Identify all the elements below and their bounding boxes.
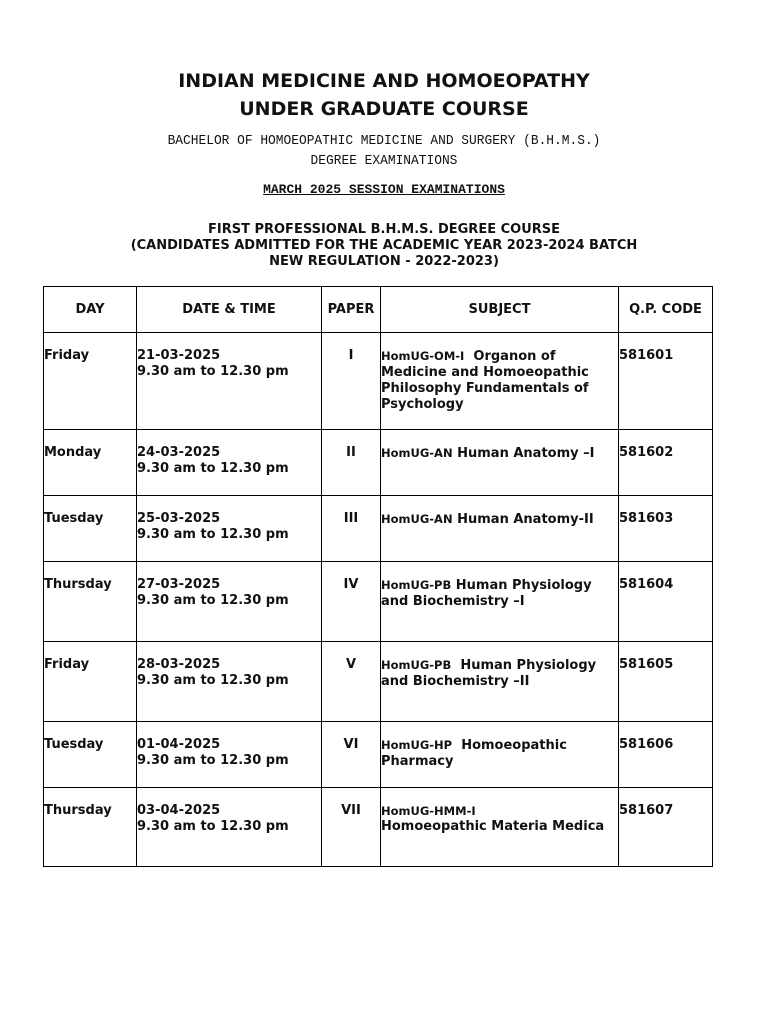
paper-cell: III	[322, 496, 381, 562]
exam-schedule-table	[43, 286, 713, 867]
subject-code: HomUG-OM-I	[381, 349, 465, 363]
subject-cell	[381, 333, 619, 430]
subject-cell	[381, 722, 619, 788]
day-cell: Tuesday	[44, 496, 137, 562]
col-header-subject: SUBJECT	[381, 287, 619, 333]
subject-cell	[381, 430, 619, 496]
exam-time: 9.30 am to 12.30 pm	[137, 461, 289, 476]
table-row	[44, 496, 713, 562]
date-time-cell	[137, 562, 322, 642]
exam-date: 24-03-2025	[137, 445, 221, 460]
table-row	[44, 788, 713, 867]
session-heading: MARCH 2025 SESSION EXAMINATIONS	[263, 182, 505, 197]
subject-name: Human Physiology and Biochemistry –I	[381, 578, 592, 609]
subject-cell	[381, 642, 619, 722]
col-header-date-time: DATE & TIME	[137, 287, 322, 333]
exam-time: 9.30 am to 12.30 pm	[137, 753, 289, 768]
exam-time: 9.30 am to 12.30 pm	[137, 673, 289, 688]
subject-code: HomUG-HP	[381, 738, 453, 752]
table-row	[44, 642, 713, 722]
exam-time: 9.30 am to 12.30 pm	[137, 364, 289, 379]
date-time-cell	[137, 430, 322, 496]
table-header-row	[44, 287, 713, 333]
degree-line-2: DEGREE EXAMINATIONS	[310, 153, 458, 169]
subject-code: HomUG-PB	[381, 658, 452, 672]
subject-name: Homoeopathic Materia Medica	[381, 819, 605, 834]
exam-time: 9.30 am to 12.30 pm	[137, 527, 289, 542]
course-heading: FIRST PROFESSIONAL B.H.M.S. DEGREE COURSE	[207, 222, 561, 237]
subject-name: Organon of Medicine and Homoeopathic Philosophy Fundamentals of Psychology	[381, 349, 589, 412]
paper-cell: VII	[322, 788, 381, 867]
col-header-paper: PAPER	[322, 287, 381, 333]
title-line-2: UNDER GRADUATE COURSE	[239, 98, 529, 120]
regulation-note: NEW REGULATION - 2022-2023)	[269, 254, 499, 269]
day-cell: Monday	[44, 430, 137, 496]
subject-name: Human Anatomy –I	[457, 446, 595, 461]
table-row	[44, 722, 713, 788]
exam-date: 27-03-2025	[137, 577, 221, 592]
paper-cell: VI	[322, 722, 381, 788]
qp-code-cell: 581606	[619, 722, 713, 788]
day-cell: Friday	[44, 333, 137, 430]
paper-cell: I	[322, 333, 381, 430]
title-line-1: INDIAN MEDICINE AND HOMOEOPATHY	[178, 70, 590, 92]
exam-date: 01-04-2025	[137, 737, 221, 752]
exam-time: 9.30 am to 12.30 pm	[137, 819, 289, 834]
degree-line-1: BACHELOR OF HOMOEOPATHIC MEDICINE AND SURGERY (B.H.M.S.)	[167, 133, 601, 149]
paper-cell: II	[322, 430, 381, 496]
date-time-cell	[137, 496, 322, 562]
table-row	[44, 333, 713, 430]
subject-code: HomUG-AN	[381, 446, 453, 460]
qp-code-cell: 581605	[619, 642, 713, 722]
qp-code-cell: 581601	[619, 333, 713, 430]
subject-name: Homoeopathic Pharmacy	[381, 738, 567, 769]
table-row	[44, 430, 713, 496]
exam-date: 21-03-2025	[137, 348, 221, 363]
paper-cell: V	[322, 642, 381, 722]
subject-name: Human Anatomy-II	[457, 512, 594, 527]
day-cell: Friday	[44, 642, 137, 722]
exam-date: 25-03-2025	[137, 511, 221, 526]
subject-code: HomUG-HMM-I	[381, 804, 476, 818]
table-row	[44, 562, 713, 642]
date-time-cell	[137, 642, 322, 722]
col-header-qp-code: Q.P. CODE	[619, 287, 713, 333]
qp-code-cell: 581607	[619, 788, 713, 867]
paper-cell: IV	[322, 562, 381, 642]
day-cell: Thursday	[44, 788, 137, 867]
qp-code-cell: 581604	[619, 562, 713, 642]
day-cell: Tuesday	[44, 722, 137, 788]
exam-time: 9.30 am to 12.30 pm	[137, 593, 289, 608]
subject-cell	[381, 788, 619, 867]
subject-code: HomUG-PB	[381, 578, 452, 592]
qp-code-cell: 581602	[619, 430, 713, 496]
admitted-note: (CANDIDATES ADMITTED FOR THE ACADEMIC YEAR 2023-2024 BATCH	[130, 238, 638, 253]
subject-code: HomUG-AN	[381, 512, 453, 526]
exam-date: 28-03-2025	[137, 657, 221, 672]
col-header-day: DAY	[44, 287, 137, 333]
qp-code-cell: 581603	[619, 496, 713, 562]
exam-date: 03-04-2025	[137, 803, 221, 818]
date-time-cell	[137, 788, 322, 867]
date-time-cell	[137, 333, 322, 430]
subject-name: Human Physiology and Biochemistry –II	[381, 658, 597, 689]
subject-cell	[381, 496, 619, 562]
subject-cell	[381, 562, 619, 642]
date-time-cell	[137, 722, 322, 788]
day-cell: Thursday	[44, 562, 137, 642]
